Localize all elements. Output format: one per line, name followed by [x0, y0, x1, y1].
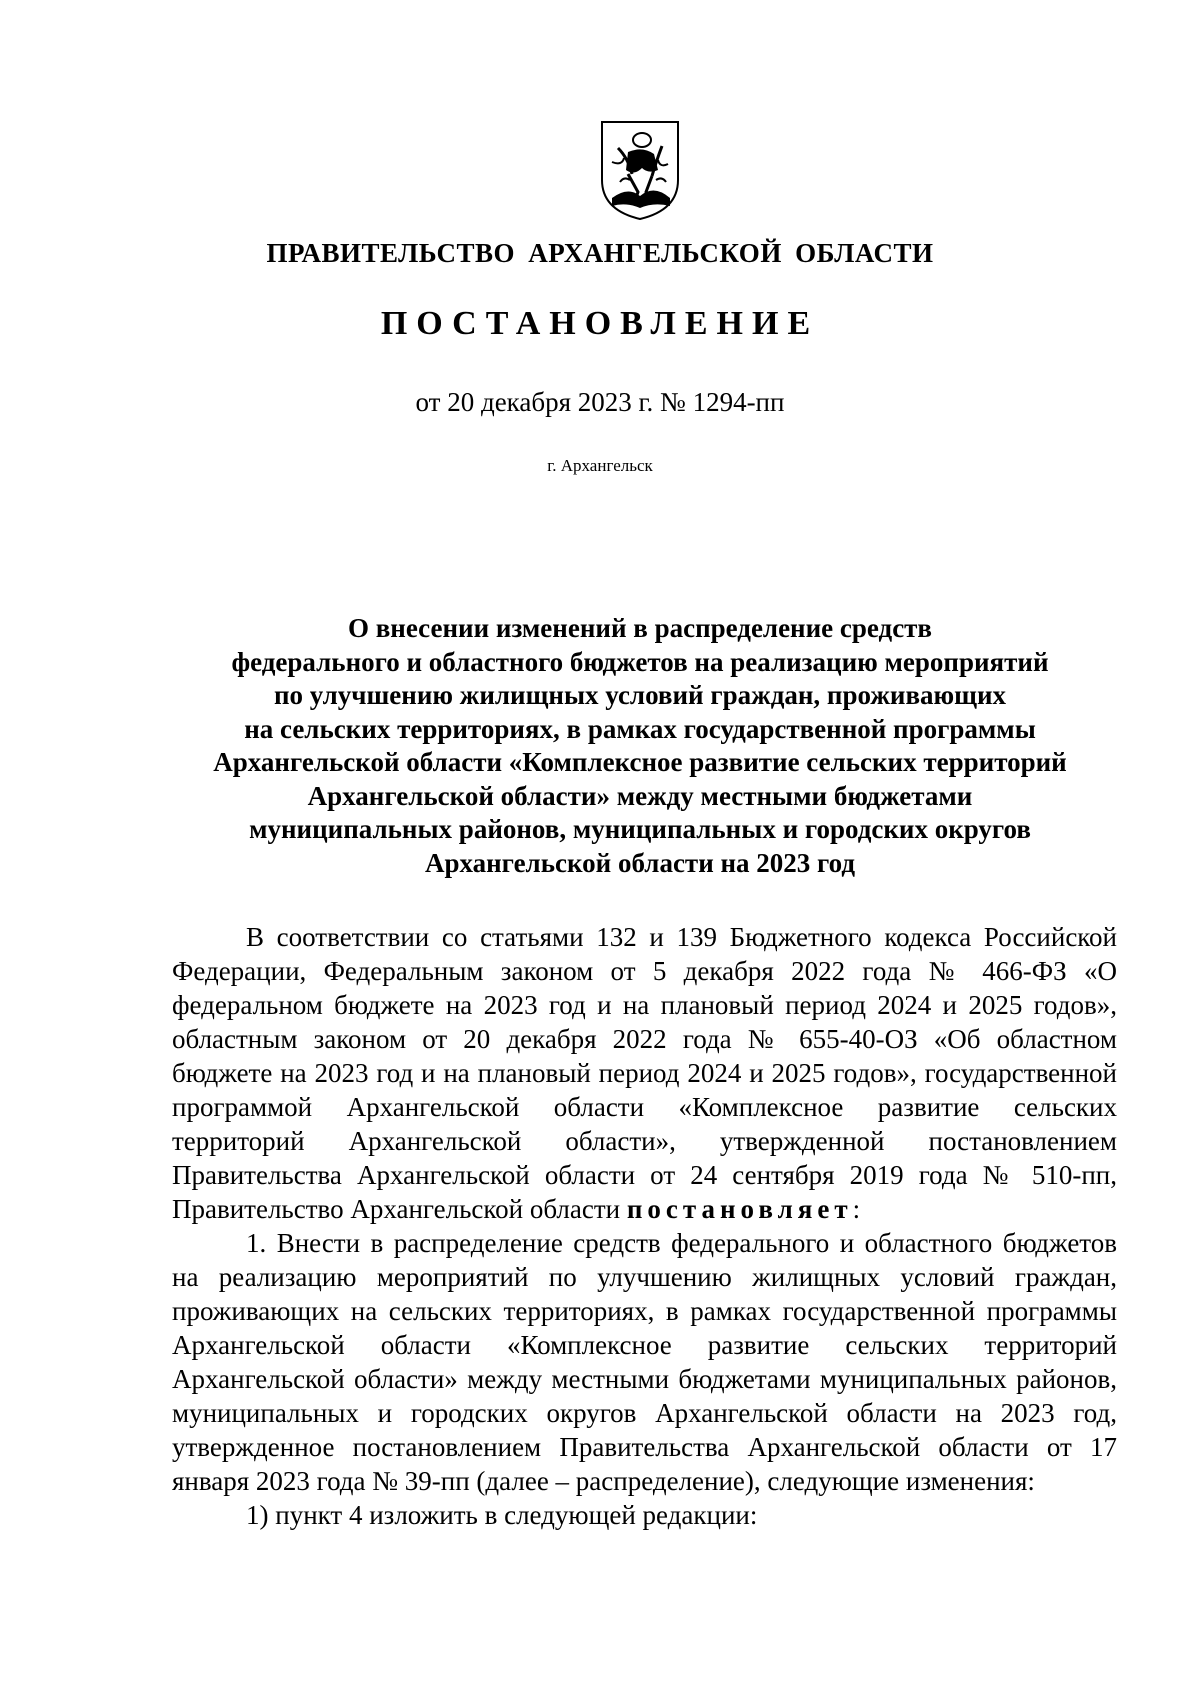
title-line: Архангельской области «Комплексное развитие сельских территорий — [213, 747, 1067, 777]
title-line: по улучшению жилищных условий граждан, проживающих — [273, 680, 1007, 710]
title-line: Архангельской области» между местными бюджетами — [307, 780, 973, 811]
document-date-number: от 20 декабря 2023 г. № 1294-пп — [415, 387, 785, 417]
title-line: на сельских территориях, в рамках государственной программы — [244, 713, 1036, 744]
title-line: федерального и областного бюджетов на реализацию мероприятий — [231, 646, 1049, 677]
document-type: ПОСТАНОВЛЕНИЕ — [380, 305, 820, 342]
coat-of-arms-emblem — [598, 118, 682, 222]
preamble-text: В соответствии со статьями 132 и 139 Бюджетного кодекса Российской Федерации, Федеральным законом от 5 декабря 2022 года № 466-ФЗ «О федеральном бюджете на 2023 год и на плановый период 2024 и 2025 годов», областным законом от 20 декабря 2022 года № 655-40-ОЗ «Об областном бюджете на 2023 год и на плановый период 2024 и 2025 годов», государственной программой Архангельской области «Комплексное развитие сельских территорий Архангельской области», утвержденной постановлением Правительства Архангельской области от 24 сентября 2019 года № 510-пп, Правительство Архангельской области — [172, 922, 1117, 1224]
decree-punct: : — [852, 1194, 861, 1224]
subitem-1-paragraph: 1) пункт 4 изложить в следующей редакции: — [246, 1500, 758, 1530]
organization-name: ПРАВИТЕЛЬСТВО АРХАНГЕЛЬСКОЙ ОБЛАСТИ — [266, 238, 934, 268]
title-line: Архангельской области на 2023 год — [424, 847, 856, 878]
document-body — [172, 920, 1117, 1532]
preamble-paragraph — [172, 920, 1117, 1226]
document-title — [170, 612, 1110, 880]
document-city: г. Архангельск — [547, 456, 653, 475]
decree-word: постановляет — [626, 1194, 853, 1224]
item-1-paragraph: 1. Внести в распределение средств федерального и областного бюджетов на реализацию мероприятий по улучшению жилищных условий граждан, проживающих на сельских территориях, в рамках государственной программы Архангельской области «Комплексное развитие сельских территорий Архангельской области» между местными бюджетами муниципальных районов, муниципальных и городских округов Архангельской области на 2023 год, утвержденное постановлением Правительства Архангельской области от 17 января 2023 года № 39-пп (далее – распределение), следующие изменения: — [172, 1228, 1117, 1496]
title-line: муниципальных районов, муниципальных и городских округов — [249, 814, 1031, 844]
title-line: О внесении изменений в распределение средств — [347, 613, 933, 643]
